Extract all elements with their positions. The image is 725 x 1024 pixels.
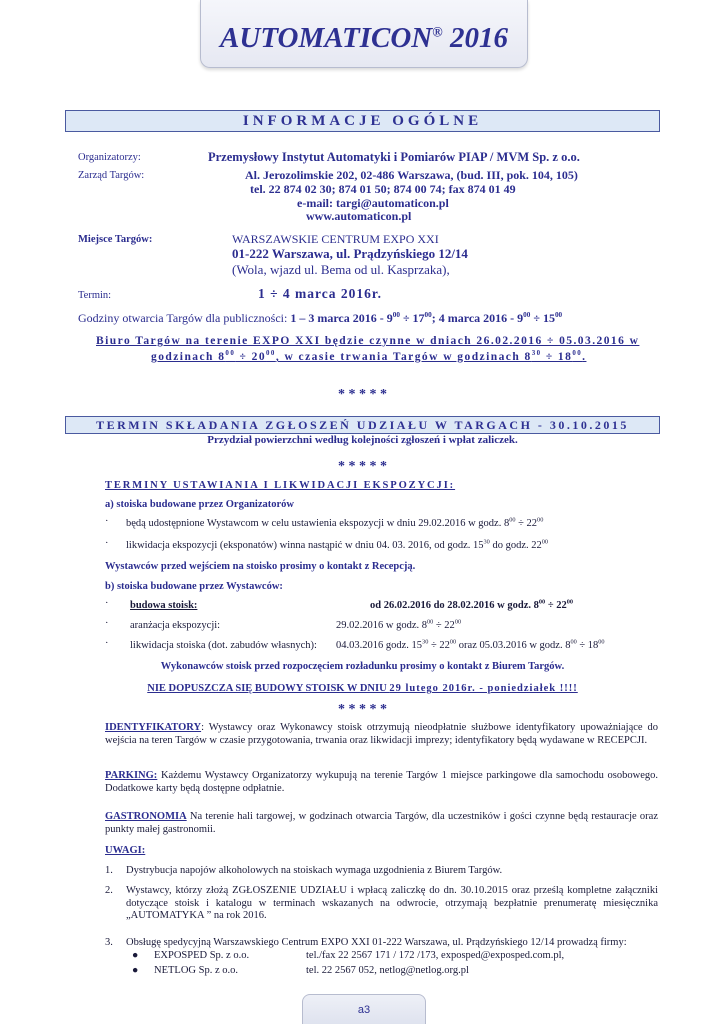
reception-contact: Wystawców przed wejściem na stoisko prosimy o kontakt z Recepcją. <box>105 561 416 572</box>
forwarder-1-name: EXPOSPED Sp. z o.o. <box>154 950 250 961</box>
opening-hours <box>78 311 562 326</box>
identifiers-heading: IDENTYFIKATORY <box>105 722 202 733</box>
setup-heading: TERMINY USTAWIANIA I LIKWIDACJI EKSPOZYCJI: <box>105 480 456 491</box>
registered-mark: ® <box>432 25 443 41</box>
setup-b1: budowa stoisk: od 26.02.2016 do 28.02.2016 w godz. $8^{00} \div 22^{00}$ <box>130 598 573 611</box>
organizers-value: Przemysłowy Instytut Automatyki i Pomiarów PIAP / MVM Sp. z o.o. <box>208 150 580 164</box>
setup-b2-value: 29.02.2016 w godz. $8^{00} \div 22^{00}$ <box>336 618 462 631</box>
bullet: · <box>105 516 109 527</box>
bullet: · <box>105 638 109 649</box>
stars-divider-3: * * * * * <box>338 702 387 717</box>
bullet: · <box>105 618 109 629</box>
setup-a2: likwidacja ekspozycji (eksponatów) winna nastąpić w dniu 04. 03. 2016, od godz. $15^{30}$ do godz. $22^{00}$ <box>126 538 549 551</box>
term-label: Termin: <box>78 290 112 301</box>
setup-b3-value: 04.03.2016 godz. $15^{30} \div 22^{00}$ oraz 05.03.2016 w godz. $8^{00} \div 18^{00}$ <box>336 638 605 651</box>
bullet-dot: ● <box>132 950 139 961</box>
forwarder-1-contact: tel./fax 22 2567 171 / 172 /173, exposped@exposped.com.pl, <box>306 950 565 961</box>
gastronomy-heading: GASTRONOMIA <box>105 811 187 822</box>
office-hours-line1: Biuro Targów na terenie EXPO XXI będzie czynne w dniach 26.02.2016 ÷ 05.03.2016 w <box>96 335 640 347</box>
board-email: e-mail: targi@automaticon.pl <box>297 196 449 210</box>
setup-b3-label: likwidacja stoiska (dot. zabudów własnych): <box>130 640 317 651</box>
note-3: Obsługę spedycyjną Warszawskiego Centrum EXPO XXI 01-222 Warszawa, ul. Prądzyńskiego 12/14 prowadzą firmy: <box>126 937 627 948</box>
note-2-number: 2. <box>105 885 113 896</box>
board-address: Al. Jerozolimskie 202, 02-486 Warszawa, (bud. III, pok. 104, 105) <box>245 168 578 182</box>
section-band-deadline: TERMIN SKŁADANIA ZGŁOSZEŃ UDZIAŁU W TARGACH - 30.10.2015 <box>65 416 660 434</box>
setup-a1: będą udostępnione Wystawcom w celu ustawienia ekspozycji w dniu 29.02.2016 w godz. $8^{00} \div 22^{00}$ <box>126 516 544 529</box>
organizers-label: Organizatorzy: <box>78 152 141 163</box>
venue-directions: (Wola, wjazd ul. Bema od ul. Kasprzaka), <box>232 262 450 277</box>
setup-b-heading: b) stoiska budowane przez Wystawców: <box>105 581 283 592</box>
identifiers-paragraph: IDENTYFIKATORY: Wystawcy oraz Wykonawcy stoisk otrzymują nieodpłatnie służbowe identyfikatory upoważniające do wejścia na teren Targów w czasie przygotowania, trwania oraz likwidacji imprezy; identyfikatory będą wydawane w RECEPCJI. <box>105 722 658 746</box>
board-label: Zarząd Targów: <box>78 170 145 181</box>
note-1: Dystrybucja napojów alkoholowych na stoiskach wymaga uzgodnienia z Biurem Targów. <box>126 865 503 876</box>
parking-heading: PARKING: <box>105 770 158 781</box>
no-build-warning: NIE DOPUSZCZA SIĘ BUDOWY STOISK W DNIU 29 lutego 2016r. - poniedziałek !!!! <box>147 683 578 694</box>
title-year: 2016 <box>442 22 508 54</box>
term-value: 1 ÷ 4 marca 2016r. <box>258 286 383 301</box>
venue-address: 01-222 Warszawa, ul. Prądzyńskiego 12/14 <box>232 246 468 261</box>
note-1-number: 1. <box>105 865 113 876</box>
stars-divider-2: * * * * * <box>338 459 387 474</box>
office-contact-note: Wykonawców stoisk przed rozpoczęciem rozładunku prosimy o kontakt z Biurem Targów. <box>160 661 565 672</box>
page-title <box>200 22 528 55</box>
parking-paragraph: PARKING: Każdemu Wystawcy Organizatorzy wykupują na terenie Targów 1 miejsce parkingowe dla samochodu osobowego. Dodatkowe karty będą dostępne odpłatnie. <box>105 770 658 794</box>
notes-heading: UWAGI: <box>105 845 146 856</box>
bullet: · <box>105 598 109 609</box>
page-number: a3 <box>302 994 426 1024</box>
forwarder-2-contact: tel. 22 2567 052, netlog@netlog.org.pl <box>306 965 469 976</box>
gastronomy-paragraph: GASTRONOMIA Na terenie hali targowej, w godzinach otwarcia Targów, dla uczestników i gości czynne będą restauracje oraz punkty małej gastronomii. <box>105 811 658 835</box>
setup-b2-label: aranżacja ekspozycji: <box>130 620 221 631</box>
board-phones: tel. 22 874 02 30; 874 01 50; 874 00 74; fax 874 01 49 <box>250 182 516 196</box>
note-2: Wystawcy, którzy złożą ZGŁOSZENIE UDZIAŁU i wpłacą zaliczkę do dn. 30.10.2015 oraz prześlą kompletne załączniki dotyczące stoisk i katalogu w terminach wskazanych na odwrocie, otrzymają bezpłatnie prenumeratę miesięcznika „AUTOMATYKA ” na rok 2016. <box>126 885 658 921</box>
board-website: www.automaticon.pl <box>306 209 412 223</box>
hours-label: Godziny otwarcia Targów dla publiczności: <box>78 311 288 325</box>
venue-name: WARSZAWSKIE CENTRUM EXPO XXI <box>232 232 439 246</box>
bullet: · <box>105 538 109 549</box>
bullet-dot: ● <box>132 965 139 976</box>
office-hours-line2: godzinach $8^{00} \div 20^{00}$, w czasie trwania Targów w godzinach $8^{30} \div 18^{00}$. <box>151 350 587 363</box>
setup-a-heading: a) stoiska budowane przez Organizatorów <box>105 499 294 510</box>
forwarder-2-name: NETLOG Sp. z o.o. <box>154 965 238 976</box>
venue-label: Miejsce Targów: <box>78 234 153 245</box>
note-3-number: 3. <box>105 937 113 948</box>
hours-days-1-3: 1 – 3 marca $2016 - 9^{00} \div 17^{00}$; 4 marca $2016 - 9^{00} \div 15^{00}$ <box>290 311 563 325</box>
section-band-general-info: INFORMACJE OGÓLNE <box>65 110 660 132</box>
title-text: AUTOMATICON <box>220 22 433 54</box>
stars-divider-1: * * * * * <box>338 387 387 402</box>
allocation-note: Przydział powierzchni według kolejności zgłoszeń i wpłat zaliczek. <box>207 434 518 446</box>
